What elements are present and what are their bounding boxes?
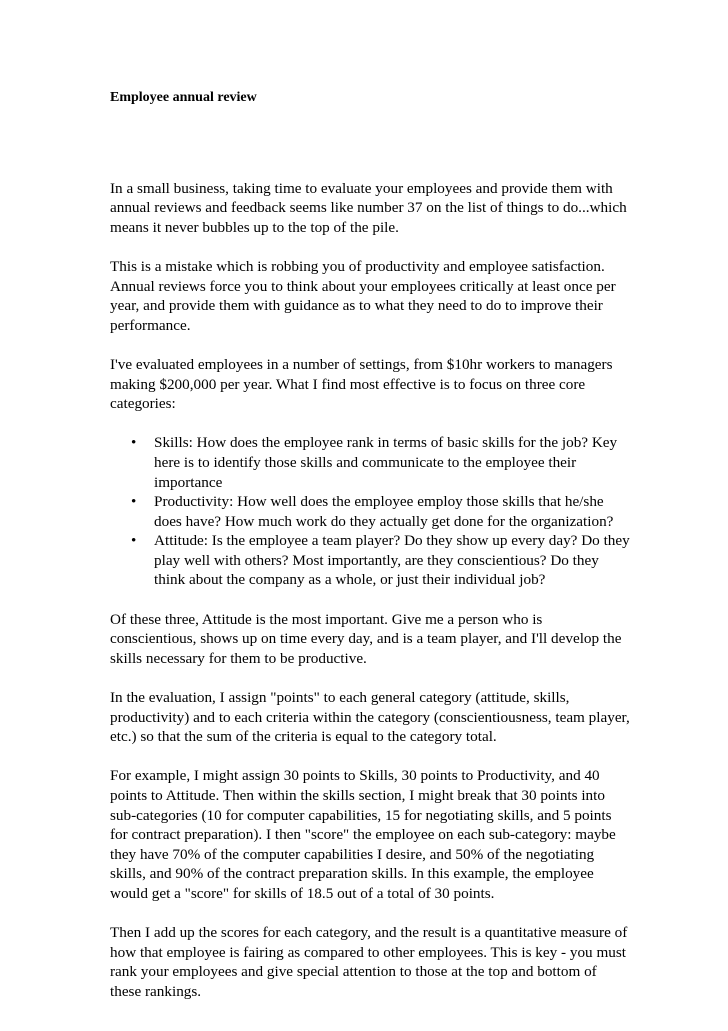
- core-categories-list: [110, 433, 630, 590]
- paragraph: Then I add up the scores for each category, and the result is a quantitative measure of how that employee is fairing as compared to other employees. This is key - you must rank your employees and give special attention to those at the top and bottom of these rankings.: [110, 924, 628, 1000]
- paragraph: I've evaluated employees in a number of settings, from $10hr workers to managers making $200,000 per year. What I find most effective is to focus on three core categories:: [110, 355, 613, 413]
- paragraph: In the evaluation, I assign "points" to each general category (attitude, skills, productivity) and to each criteria within the category (conscientiousness, team player, etc.) so that the sum of the criteria is equal to the category total.: [110, 689, 630, 746]
- list-item-text: Skills: How does the employee rank in terms of basic skills for the job? Key here is to identify those skills and communicate to the employee their importance: [154, 434, 618, 491]
- bullet-icon: •: [131, 434, 137, 452]
- document-title: Employee annual review: [110, 90, 257, 105]
- paragraph: Of these three, Attitude is the most important. Give me a person who is conscientious, shows up on time every day, and is a team player, and I'll develop the skills necessary for them to be productive.: [110, 610, 622, 667]
- list-item: [131, 492, 630, 531]
- bullet-icon: •: [131, 532, 137, 550]
- bullet-icon: •: [131, 493, 137, 511]
- paragraph: For example, I might assign 30 points to Skills, 30 points to Productivity, and 40 points to Attitude. Then within the skills section, I might break that 30 points into sub-categories (10 for computer capabilities, 15 for negotiating skills, and 5 points for contract preparation). I then "score" the employee on each sub-category: maybe they have 70% of the computer capabilities I desire, and 50% of the negotiating skills, and 90% of the contract preparation skills. In this example, the employee would get a "score" for skills of 18.5 out of a total of 30 points.: [110, 767, 616, 902]
- list-item-text: Productivity: How well does the employee employ those skills that he/she does have? How much work do they actually get done for the organization?: [154, 493, 614, 530]
- paragraph: In a small business, taking time to evaluate your employees and provide them with annual reviews and feedback seems like number 37 on the list of things to do...which means it never bubbles up to the top of the pile.: [110, 179, 627, 236]
- document-body: [110, 88, 630, 1021]
- list-item-text: Attitude: Is the employee a team player? Do they show up every day? Do they play well with others? Most importantly, are they conscientious? Do they think about the company as a whole, or just their individual job?: [154, 532, 630, 589]
- list-item: [131, 531, 630, 590]
- list-item: [131, 433, 630, 492]
- paragraph: This is a mistake which is robbing you of productivity and employee satisfaction. Annual reviews force you to think about your employees critically at least once per year, and provide them with guidance as to what they need to do to improve their performance.: [110, 257, 616, 334]
